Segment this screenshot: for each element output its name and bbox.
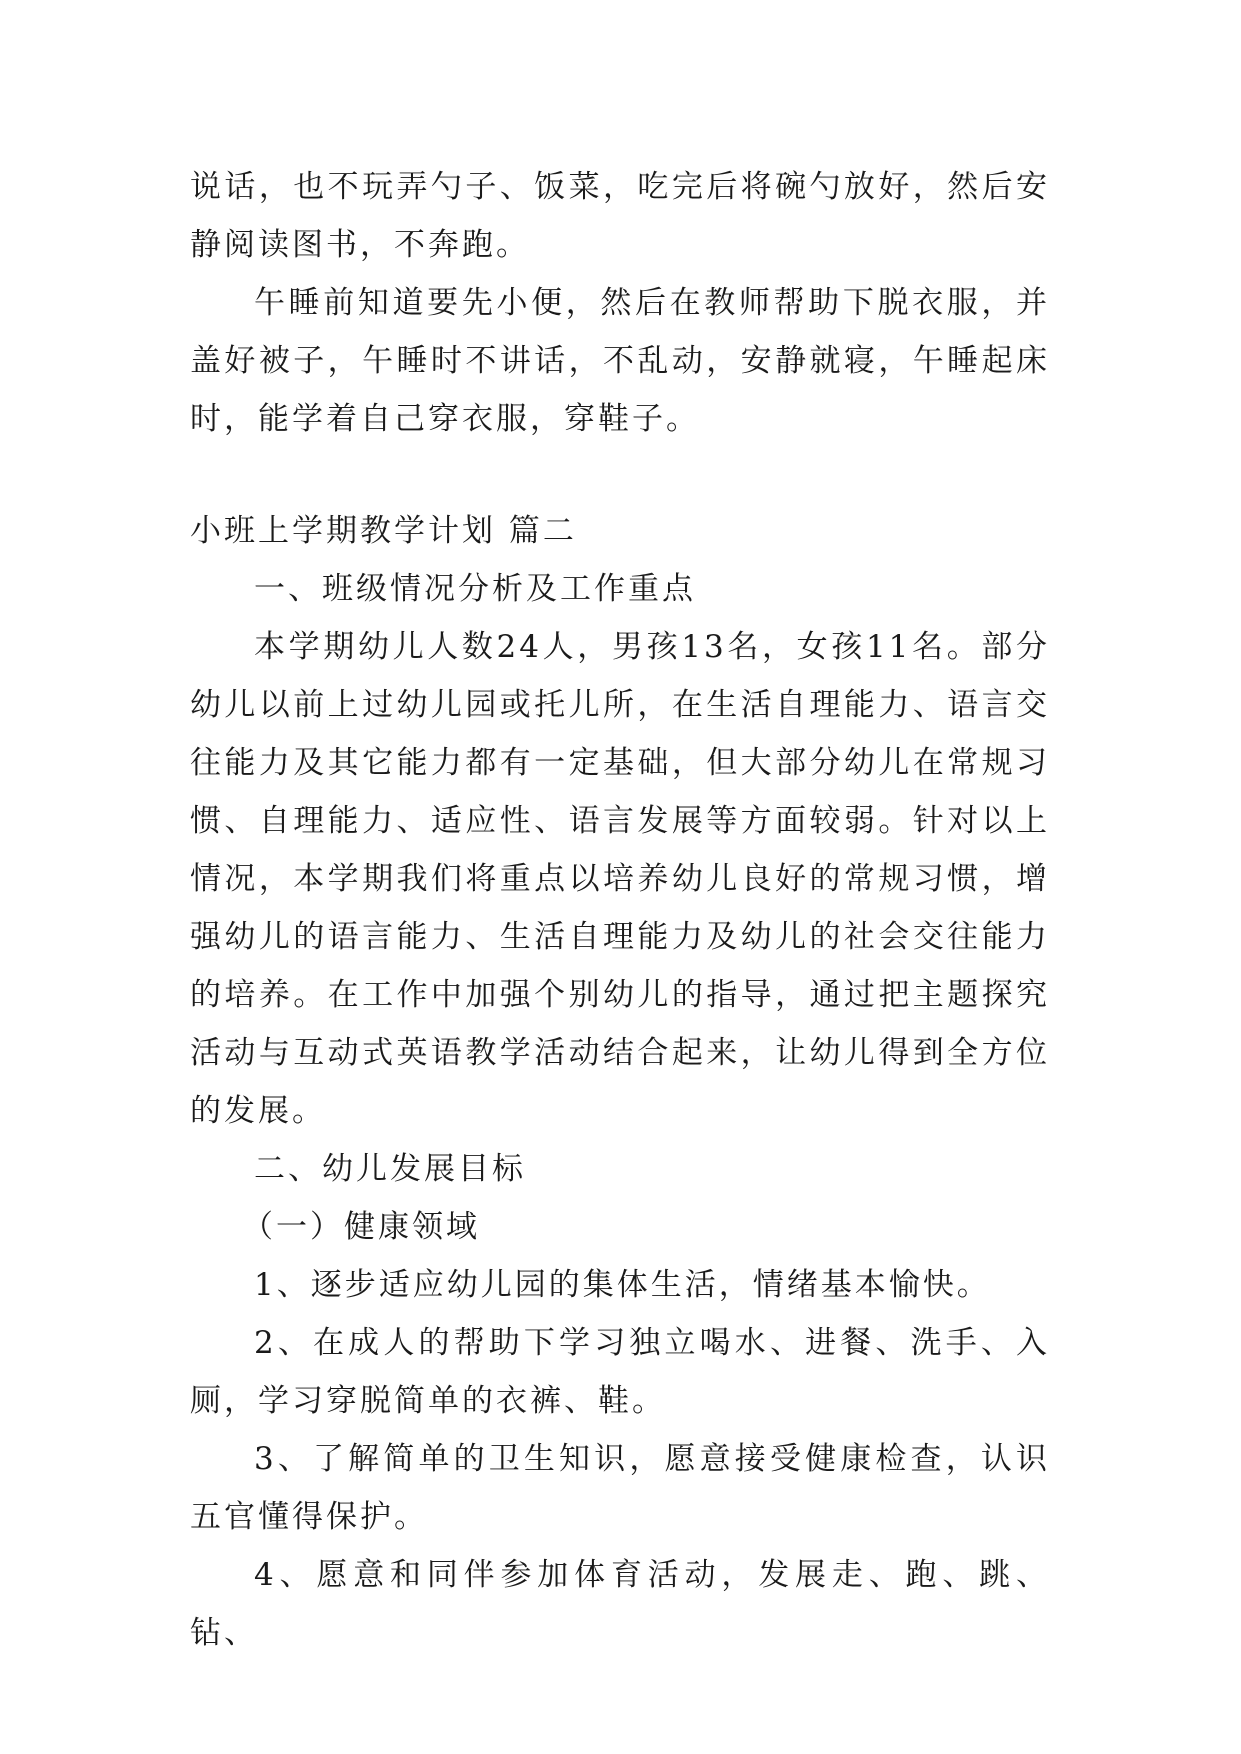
paragraph-meal-behavior: 说话，也不玩弄勺子、饭菜，吃完后将碗勺放好，然后安静阅读图书，不奔跑。	[190, 169, 1050, 263]
paragraph-class-situation: 本学期幼儿人数24人，男孩13名，女孩11名。部分幼儿以前上过幼儿园或托儿所，在生活自理能力、语言交往能力及其它能力都有一定基础，但大部分幼儿在常规习惯、自理能力、适应性、语言发展等方面较弱。针对以上情况，本学期我们将重点以培养幼儿良好的常规习惯，增强幼儿的语言能力、生活自理能力及幼儿的社会交往能力的培养。在工作中加强个别幼儿的指导，通过把主题探究活动与互动式英语教学活动结合起来，让幼儿得到全方位的发展。	[190, 629, 1050, 1129]
heading-development-goals: 二、幼儿发展目标	[254, 1151, 526, 1187]
list-item-3: 3、了解简单的卫生知识，愿意接受健康检查，认识五官懂得保护。	[190, 1441, 1050, 1535]
heading-class-analysis: 一、班级情况分析及工作重点	[254, 571, 696, 607]
list-item-2: 2、在成人的帮助下学习独立喝水、进餐、洗手、入厕，学习穿脱简单的衣裤、鞋。	[190, 1325, 1050, 1419]
list-item-4: 4、愿意和同伴参加体育活动，发展走、跑、跳、钻、	[190, 1557, 1050, 1651]
paragraph-nap-routine: 午睡前知道要先小便，然后在教师帮助下脱衣服，并盖好被子，午睡时不讲话，不乱动，安静就寝，午睡起床时，能学着自己穿衣服，穿鞋子。	[190, 285, 1050, 437]
section-title: 小班上学期教学计划 篇二	[190, 513, 577, 549]
heading-health-domain: （一）健康领域	[242, 1209, 480, 1245]
list-item-1: 1、逐步适应幼儿园的集体生活，情绪基本愉快。	[254, 1267, 991, 1303]
document-body	[190, 158, 1050, 1662]
